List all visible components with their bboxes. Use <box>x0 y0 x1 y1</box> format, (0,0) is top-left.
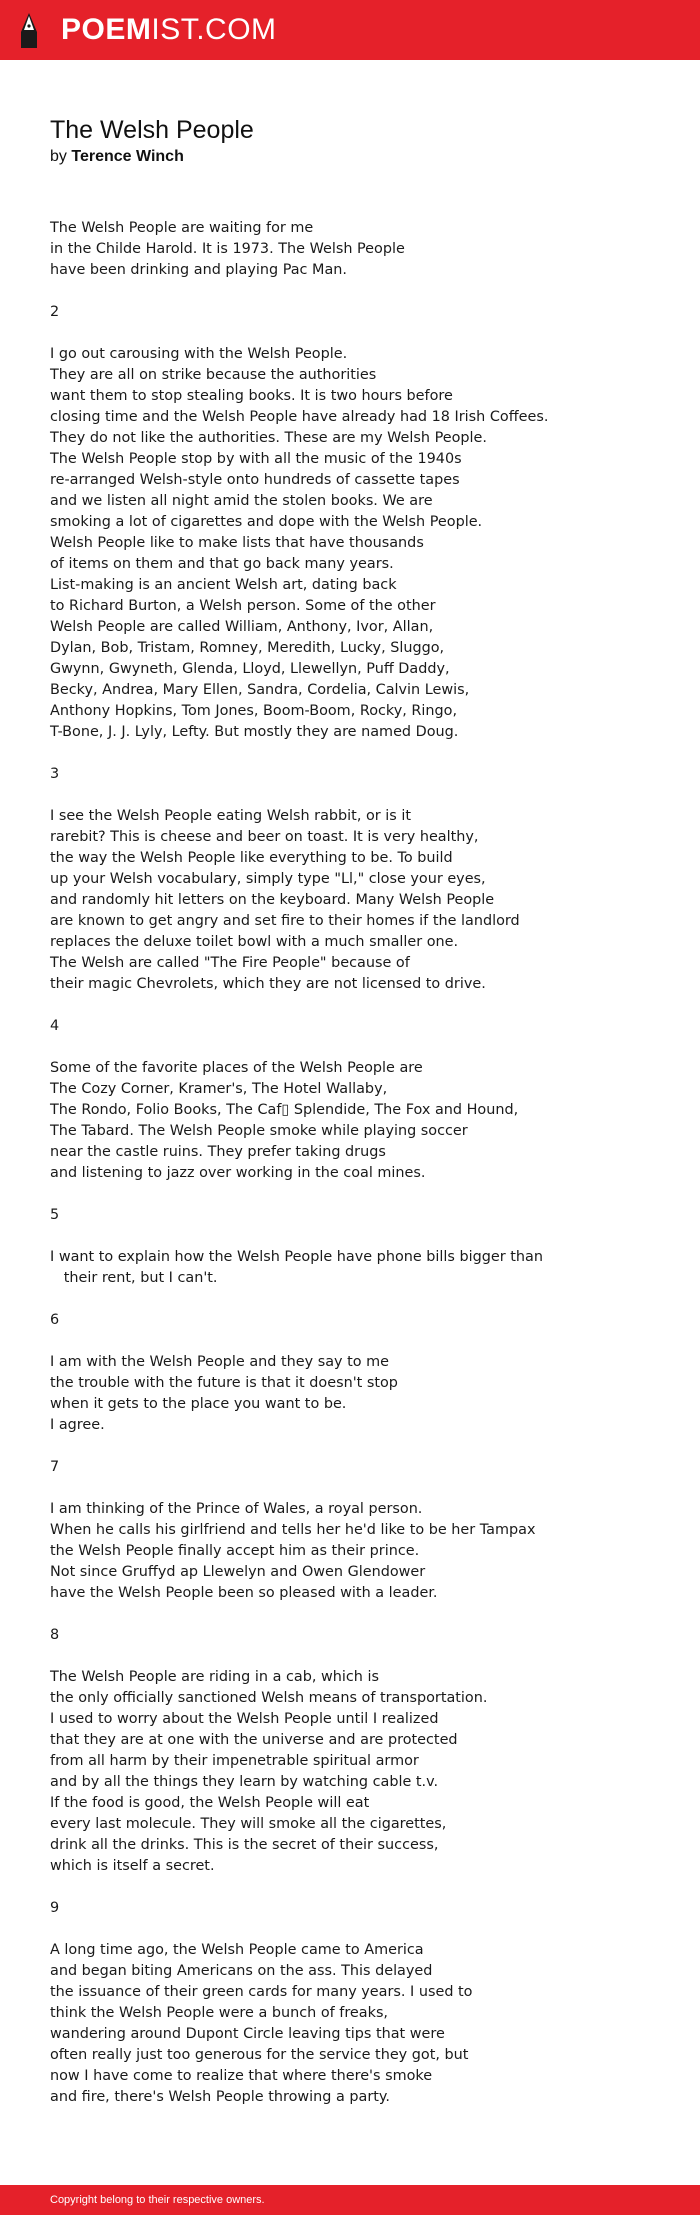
poem-body <box>50 218 670 2108</box>
poem-line: closing time and the Welsh People have already had 18 Irish Coffees. <box>50 409 549 425</box>
poem-line: I want to explain how the Welsh People have phone bills bigger than <box>50 1249 543 1265</box>
poem-line: Anthony Hopkins, Tom Jones, Boom-Boom, Rocky, Ringo, <box>50 703 458 719</box>
poem-line: Dylan, Bob, Tristam, Romney, Meredith, Lucky, Sluggo, <box>50 640 445 656</box>
poem-line: want them to stop stealing books. It is two hours before <box>50 388 453 404</box>
poem-line: T-Bone, J. J. Lyly, Lefty. But mostly they are named Doug. <box>50 724 459 740</box>
poem-line <box>50 1331 670 1352</box>
logo-bold-text: POEM <box>61 13 152 46</box>
poem-line: I go out carousing with the Welsh People. <box>50 346 348 362</box>
poem-line: 5 <box>50 1207 60 1223</box>
poem-line: the only officially sanctioned Welsh means of transportation. <box>50 1690 488 1706</box>
pen-nib-icon[interactable] <box>18 12 40 50</box>
poem-line: 3 <box>50 766 60 782</box>
poem-line <box>50 1478 670 1499</box>
poem-line: Not since Gruffyd ap Llewelyn and Owen Glendower <box>50 1564 426 1580</box>
poem-line: often really just too generous for the service they got, but <box>50 2047 469 2063</box>
copyright-text: Copyright belong to their respective owners. <box>50 2194 265 2206</box>
poem-line: the trouble with the future is that it doesn't stop <box>50 1375 398 1391</box>
poem-line: and listening to jazz over working in the coal mines. <box>50 1165 426 1181</box>
poem-line: have the Welsh People been so pleased with a leader. <box>50 1585 438 1601</box>
author-link[interactable]: Terence Winch <box>71 148 184 165</box>
poem-line: the issuance of their green cards for many years. I used to <box>50 1984 473 2000</box>
poem-line: that they are at one with the universe and are protected <box>50 1732 458 1748</box>
poem-line <box>50 1604 670 1625</box>
poem-line: the way the Welsh People like everything to be. To build <box>50 850 453 866</box>
poem-line: The Welsh are called "The Fire People" because of <box>50 955 410 971</box>
poem-line: Becky, Andrea, Mary Ellen, Sandra, Cordelia, Calvin Lewis, <box>50 682 470 698</box>
poem-line: I see the Welsh People eating Welsh rabbit, or is it <box>50 808 411 824</box>
site-header <box>0 0 700 60</box>
poem-line: A long time ago, the Welsh People came to America <box>50 1942 424 1958</box>
by-label: by <box>50 148 67 165</box>
poem-line <box>50 1289 670 1310</box>
poem-line: their rent, but I can't. <box>50 1270 218 1286</box>
poem-line: and we listen all night amid the stolen books. We are <box>50 493 433 509</box>
poem-line: have been drinking and playing Pac Man. <box>50 262 347 278</box>
poem-line: wandering around Dupont Circle leaving tips that were <box>50 2026 445 2042</box>
poem-line: their magic Chevrolets, which they are not licensed to drive. <box>50 976 486 992</box>
poem-line: The Tabard. The Welsh People smoke while playing soccer <box>50 1123 468 1139</box>
poem-line: They do not like the authorities. These are my Welsh People. <box>50 430 487 446</box>
poem-line: 6 <box>50 1312 60 1328</box>
poem-line <box>50 785 670 806</box>
poem-line: smoking a lot of cigarettes and dope with the Welsh People. <box>50 514 483 530</box>
poem-line <box>50 281 670 302</box>
poem-line <box>50 1226 670 1247</box>
poem-line: which is itself a secret. <box>50 1858 215 1874</box>
poem-line: I agree. <box>50 1417 105 1433</box>
poem-line: think the Welsh People were a bunch of freaks, <box>50 2005 389 2021</box>
logo-light-text: IST.COM <box>151 13 277 46</box>
poem-line: The Welsh People are riding in a cab, which is <box>50 1669 379 1685</box>
poem-line: 4 <box>50 1018 60 1034</box>
poem-line: and by all the things they learn by watching cable t.v. <box>50 1774 439 1790</box>
poem-line: and fire, there's Welsh People throwing a party. <box>50 2089 390 2105</box>
poem-line: are known to get angry and set fire to their homes if the landlord <box>50 913 520 929</box>
poem-line: Welsh People are called William, Anthony, Ivor, Allan, <box>50 619 434 635</box>
poem-byline <box>50 146 184 168</box>
poem-line: I am thinking of the Prince of Wales, a royal person. <box>50 1501 423 1517</box>
site-footer <box>0 2185 700 2215</box>
poem-line: 7 <box>50 1459 60 1475</box>
poem-line <box>50 743 670 764</box>
poem-line <box>50 323 670 344</box>
poem-line: The Welsh People are waiting for me <box>50 220 314 236</box>
poem-line: When he calls his girlfriend and tells her he'd like to be her Tampax <box>50 1522 536 1538</box>
poem-line: drink all the drinks. This is the secret of their success, <box>50 1837 439 1853</box>
poem-line: to Richard Burton, a Welsh person. Some of the other <box>50 598 436 614</box>
poem-line: up your Welsh vocabulary, simply type "Ll," close your eyes, <box>50 871 486 887</box>
poem-line: Some of the favorite places of the Welsh People are <box>50 1060 423 1076</box>
poem-line: 2 <box>50 304 60 320</box>
poem-line: The Cozy Corner, Kramer's, The Hotel Wallaby, <box>50 1081 388 1097</box>
poem-line <box>50 1877 670 1898</box>
poem-line <box>50 1646 670 1667</box>
poem-line: replaces the deluxe toilet bowl with a much smaller one. <box>50 934 459 950</box>
poem-line: of items on them and that go back many years. <box>50 556 394 572</box>
poem-line: and began biting Americans on the ass. This delayed <box>50 1963 433 1979</box>
poem-title: The Welsh People <box>50 116 254 144</box>
poem-line: If the food is good, the Welsh People will eat <box>50 1795 370 1811</box>
poem-line: They are all on strike because the authorities <box>50 367 377 383</box>
poem-line: I used to worry about the Welsh People until I realized <box>50 1711 439 1727</box>
poem-line <box>50 1436 670 1457</box>
poem-line: Welsh People like to make lists that have thousands <box>50 535 424 551</box>
poem-line <box>50 1919 670 1940</box>
poem-line: The Rondo, Folio Books, The Caf▯ Splendide, The Fox and Hound, <box>50 1102 519 1118</box>
poem-line: re-arranged Welsh-style onto hundreds of cassette tapes <box>50 472 460 488</box>
poem-line: now I have come to realize that where there's smoke <box>50 2068 433 2084</box>
poem-line: 9 <box>50 1900 60 1916</box>
poem-line: List-making is an ancient Welsh art, dating back <box>50 577 397 593</box>
poem-line: the Welsh People finally accept him as their prince. <box>50 1543 420 1559</box>
poem-line <box>50 995 670 1016</box>
poem-line <box>50 1037 670 1058</box>
poem-line: The Welsh People stop by with all the music of the 1940s <box>50 451 462 467</box>
poem-line: 8 <box>50 1627 60 1643</box>
poem-line: and randomly hit letters on the keyboard. Many Welsh People <box>50 892 495 908</box>
poem-line: every last molecule. They will smoke all the cigarettes, <box>50 1816 447 1832</box>
poem-line: from all harm by their impenetrable spiritual armor <box>50 1753 419 1769</box>
poem-line: in the Childe Harold. It is 1973. The Welsh People <box>50 241 405 257</box>
poem-line: rarebit? This is cheese and beer on toast. It is very healthy, <box>50 829 479 845</box>
poem-line: Gwynn, Gwyneth, Glenda, Lloyd, Llewellyn, Puff Daddy, <box>50 661 450 677</box>
poem-line: when it gets to the place you want to be. <box>50 1396 347 1412</box>
site-logo[interactable] <box>61 13 277 47</box>
poem-line: near the castle ruins. They prefer taking drugs <box>50 1144 386 1160</box>
poem-line <box>50 1184 670 1205</box>
poem-line: I am with the Welsh People and they say to me <box>50 1354 389 1370</box>
